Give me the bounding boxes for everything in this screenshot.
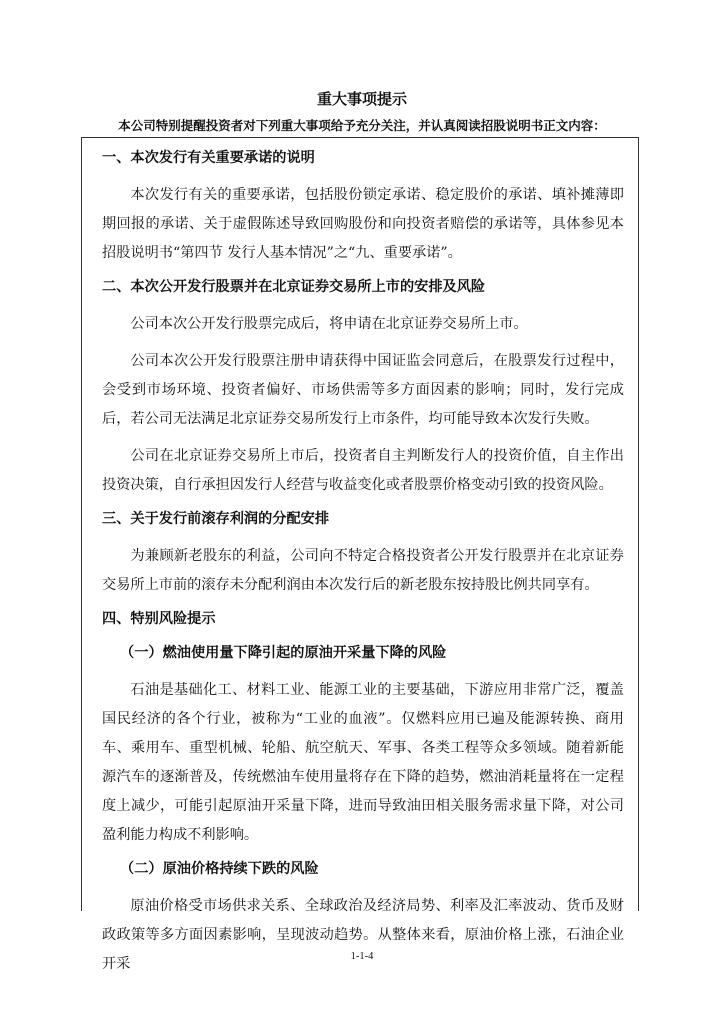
section-2-paragraph-2: 公司本次公开发行股票注册申请获得中国证监会同意后，在股票发行过程中，会受到市场环境、投资者偏好、市场供需等多方面因素的影响；同时，发行完成后，若公司无法满足北京证券交易所发行上市条件，均可能导致本次发行失败。 <box>102 353 624 427</box>
subsection-4-2-paragraph-1: 原油价格受市场供求关系、全球政治及经济局势、利率及汇率波动、货币及财政政策等多方面因素影响，呈现波动趋势。从整体来看，原油价格上涨，石油企业开采 <box>102 898 624 972</box>
document-subtitle: 本公司特别提醒投资者对下列重大事项给予充分关注，并认真阅读招股说明书正文内容： <box>118 118 606 133</box>
subsection-4-1-paragraph-1: 石油是基础化工、材料工业、能源工业的主要基础，下游应用非常广泛，覆盖国民经济的各个行业，被称为“工业的血液”。仅燃料应用已遍及能源转换、商用车、乘用车、重型机械、轮船、航空航天、军事、各类工程等众多领域。随着新能源汽车的逐渐普及，传统燃油车使用量将存在下降的趋势，燃油消耗量将在一定程度上减少，可能引起原油开采量下降，进而导致油田相关服务需求量下降，对公司盈利能力构成不利影响。 <box>102 682 624 843</box>
section-4-heading: 四、特别风险提示 <box>102 611 216 627</box>
section-2-heading: 二、本次公开发行股票并在北京证券交易所上市的安排及风险 <box>102 279 486 295</box>
page-number: 1-1-4 <box>350 951 374 962</box>
subsection-4-1-heading: （一）燃油使用量下降引起的原油开采量下降的风险 <box>120 645 447 661</box>
section-2-paragraph-1: 公司本次公开发行股票完成后，将申请在北京证券交易所上市。 <box>130 316 528 332</box>
section-1-heading: 一、本次发行有关重要承诺的说明 <box>102 150 315 166</box>
section-1-paragraph-1: 本次发行有关的重要承诺，包括股份锁定承诺、稳定股价的承诺、填补摊薄即期回报的承诺、关于虚假陈述导致回购股份和向投资者赔偿的承诺等，具体参见本招股说明书“第四节 发行人基本情况”之“九、重要承诺”。 <box>102 187 624 261</box>
section-2-paragraph-3: 公司在北京证券交易所上市后，投资者自主判断发行人的投资价值，自主作出投资决策，自行承担因发行人经营与收益变化或者股票价格变动引致的投资风险。 <box>102 448 624 493</box>
section-3-paragraph-1: 为兼顾新老股东的利益，公司向不特定合格投资者公开发行股票并在北京证券交易所上市前的滚存未分配利润由本次发行后的新老股东按持股比例共同享有。 <box>102 548 624 593</box>
section-3-heading: 三、关于发行前滚存利润的分配安排 <box>102 511 330 527</box>
document-title: 重大事项提示 <box>316 90 407 108</box>
subsection-4-2-heading: （二）原油价格持续下跌的风险 <box>120 861 319 877</box>
